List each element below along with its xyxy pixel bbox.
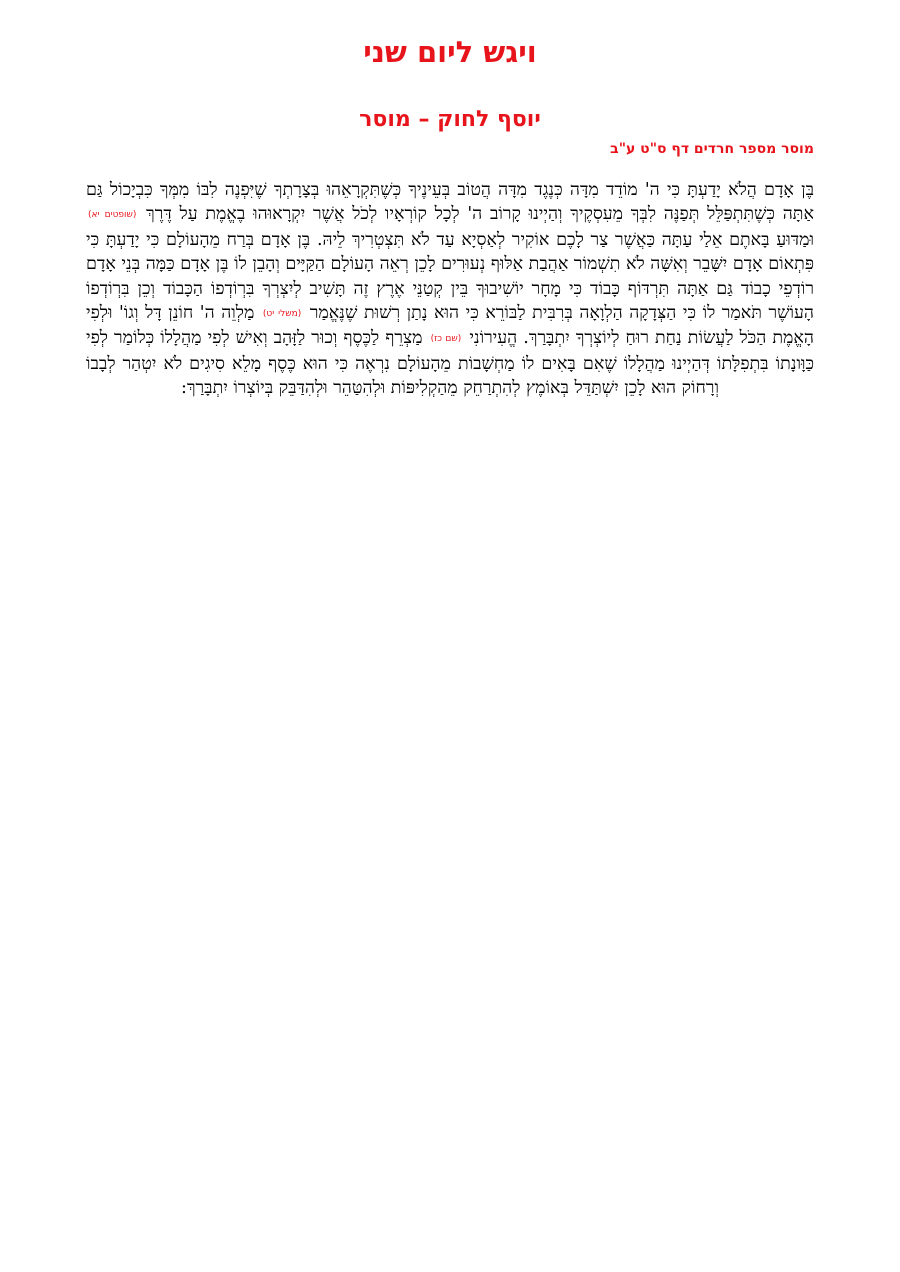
- citation-mishlei-19: (משלי יט): [262, 309, 302, 320]
- citation-shoftim: (שופטים יא): [88, 210, 137, 221]
- text-segment-2: וּמַדּוּעַ בָּאתֶם אֵלַי עַתָּה כַּאֲשֶׁר צַר לָכֶם אוֹקִיר לְאַסְיָא עַד לֹא תִּצְטְרִיךְ לֵיהּ. בֶּן אָדָם בְּרַח מֵהָעוֹלָם כִּי יָדַעְתָּ כִּי פִּתְאוֹם אָדָם יִשָּׁבֵר וְאִשָּׁה לֹא תִשְׁמוֹר אַהֲבַת אַלּוּף נְעוּרִים לָכֵן רְאֵה הָעוֹלָם הַקַּיָּים וְהָבֵן לוֹ בֶּן אָדָם כַּמָּה בְּנֵי אָדָם רוֹדְפֵי כָבוֹד גַּם אַתָּה תִּרְדּוֹף כָּבוֹד כִּי מָחָר יוֹשִׁיבוּךָ בֵּין קְטַנֵּי אֶרֶץ זֶה תָּשִׁיב לְיִצְרְךָ בִּרְוֹדְפוֹ הַכָּבוֹד וְכֵן בִּרְוֹדְפוֹ הָעוֹשֶׁר תֹּאמַר לוֹ כִּי הַצְּדָקָה הַלְוָאָה בְּרִבִּית לַבּוֹרֵא כִּי הוּא נָתַן רְשׁוּת שֶׁנֶּאֱמַר: [86, 229, 814, 324]
- section-subtitle: יוסף לחוק – מוסר: [359, 107, 541, 132]
- page-title: ויגש ליום שני: [363, 35, 537, 69]
- citation-mishlei-27: (שם כז): [430, 334, 462, 345]
- source-reference: מוסר מספר חרדים דף ס"ט ע"ב: [610, 141, 814, 157]
- text-segment-3: מַלְוֵה ה' חוֹנֵן דָּל וְגוֹ' וּלְפִי הָאֱמֶת הַכֹּל לַעֲשׂוֹת נַחַת רוּחַ לְיוֹצְרְךָ יִתְבָּרַךְ. הֱעִירוֹנִי: [86, 303, 814, 349]
- body-paragraph: [86, 178, 814, 401]
- text-segment-4: מַצְרֵף לַכֶּסֶף וְכוּר לַזָּהָב וְאִישׁ לְפִי מַהֲלָלוֹ כְּלוֹמַר לְפִי כַּוָּונָתוֹ בִּתְפִלָּתוֹ דְּהַיְינוּ מַהֲלָלוֹ שֶׁאִם בָּאִים לוֹ מַחְשָׁבוֹת מֵהָעוֹלָם נִרְאֶה כִּי הוּא כֶּסֶף מָלֵא סִיגִים לֹא יִטְהַר לְבָבוֹ וְרָחוֹק הוּא לָכֵן יִשְׁתַּדֵּל בְּאוֹמֶץ לְהִתְרַחֵק מֵהַקְלִיפּוֹת וּלְהִטַּהֵר וּלְהִדַּבֵּק בְּיוֹצְרוֹ יִתְבָּרַךְ:: [86, 328, 814, 399]
- text-segment-1: בֶּן אָדָם הֲלֹא יָדַעְתָּ כִּי ה' מוֹדֵד מִדָּה כְּנֶגֶד מִדָּה הֲטוֹב בְּעֵינֶיךָ כְּשֶׁתִּקְרָאֵהוּ בְּצָרָתְךָ שֶׁיִּפְנֶה לִבּוֹ מִמְּךָ כִּבְיָכוֹל גַּם אַתָּה כְּשֶׁתִּתְפַּלֵּל תְּפַנֶּה לִבְּךָ מֵעִסְקֶיךָ וְהַיְינוּ קָרוֹב ה' לְכָל קוֹרְאָיו לְכֹל אֲשֶׁר יִקְרָאוּהוּ בֶאֱמֶת עַל דֶּרֶךְ: [86, 180, 814, 225]
